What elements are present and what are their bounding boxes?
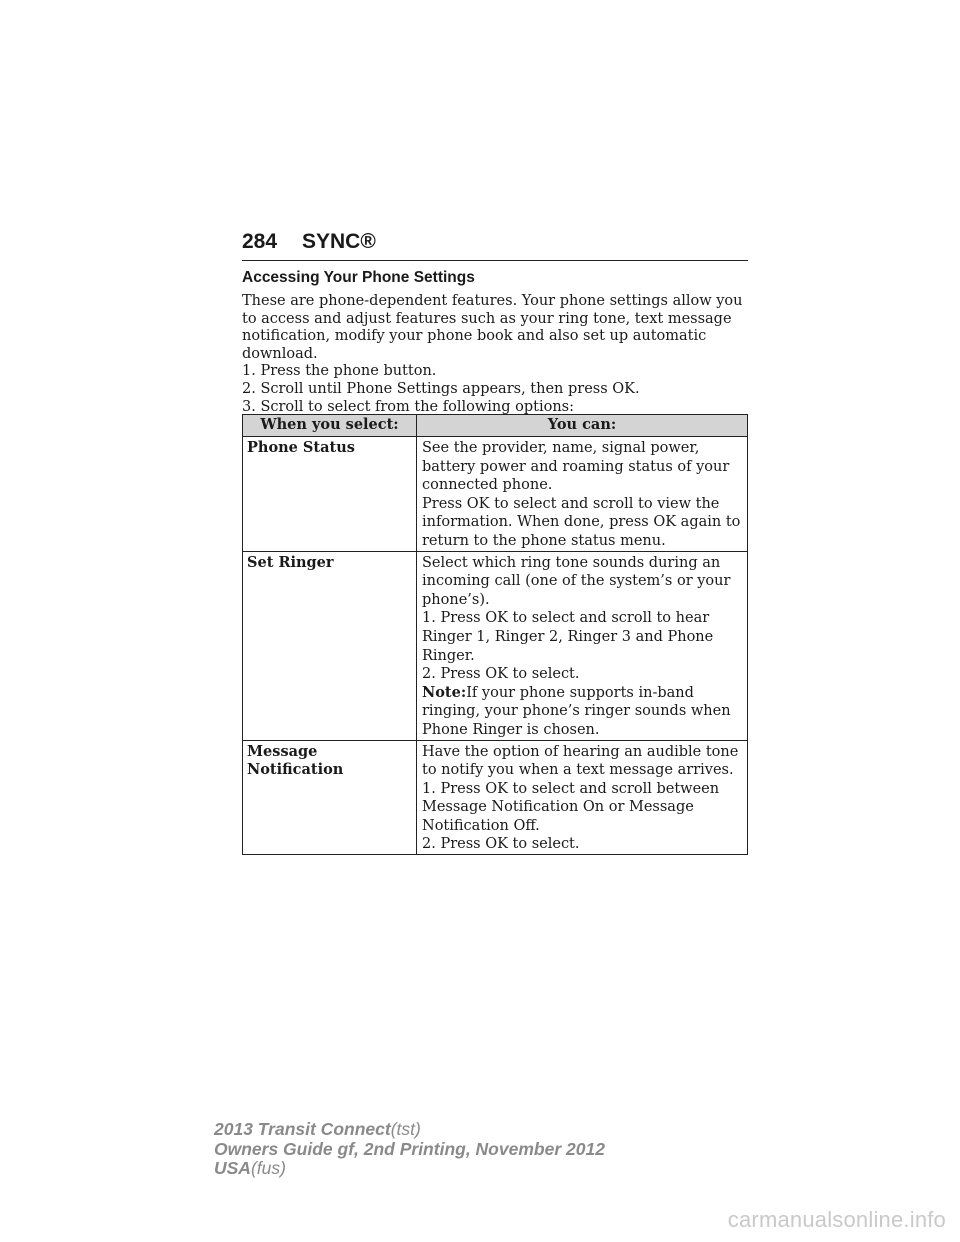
option-description — [417, 551, 748, 740]
page-number: 284 — [242, 230, 278, 253]
option-description — [417, 437, 748, 552]
description-line: Press OK to select and scroll to view the information. When done, press OK again to return to the phone status menu. — [422, 495, 741, 549]
column-header-select: When you select: — [243, 415, 417, 437]
description-line: Have the option of hearing an audible tone to notify you when a text message arrives. — [422, 743, 739, 779]
note-text: If your phone supports in-band ringing, your phone’s ringer sounds when Phone Ringer is chosen. — [422, 684, 731, 738]
section-heading: Accessing Your Phone Settings — [242, 269, 475, 286]
document-footer — [214, 1120, 605, 1179]
watermark: carmanualsonline.info — [727, 1207, 946, 1232]
footer-line-3 — [214, 1159, 605, 1179]
intro-paragraph: These are phone-dependent features. Your phone settings allow you to access and adjust features such as your ring tone, text message notification, modify your phone book and also set up automatic download. — [242, 293, 743, 362]
footer-region: USA — [214, 1158, 251, 1178]
description-line: 2. Press OK to select. — [422, 836, 580, 853]
table-row — [243, 551, 748, 740]
note-paragraph — [422, 684, 742, 740]
steps-list — [242, 363, 752, 416]
table-row — [243, 437, 748, 552]
description-line: Select which ring tone sounds during an incoming call (one of the system’s or your phone’s). — [422, 554, 731, 608]
description-line: See the provider, name, signal power, battery power and roaming status of your connected phone. — [422, 440, 730, 494]
footer-model-code: (tst) — [390, 1119, 421, 1139]
step-item: 2. Scroll until Phone Settings appears, then press OK. — [242, 380, 640, 397]
column-header-can: You can: — [417, 415, 748, 437]
footer-line-2: Owners Guide gf, 2nd Printing, November 2012 — [214, 1138, 605, 1159]
option-description — [417, 740, 748, 855]
description-line: 1. Press OK to select and scroll to hear Ringer 1, Ringer 2, Ringer 3 and Phone Ringer. — [422, 610, 714, 664]
footer-region-code: (fus) — [250, 1158, 286, 1178]
footer-model: 2013 Transit Connect — [214, 1119, 391, 1139]
options-table — [242, 414, 748, 855]
footer-line-1 — [214, 1120, 605, 1140]
table-header-row — [243, 415, 748, 437]
description-line: 2. Press OK to select. — [422, 666, 580, 683]
body-text — [242, 293, 752, 416]
description-line: 1. Press OK to select and scroll between Message Notification On or Message Notification Off. — [422, 780, 720, 834]
table-row — [243, 740, 748, 855]
page-header — [242, 228, 748, 261]
section-title: SYNC® — [302, 230, 376, 253]
option-phone-status: Phone Status — [243, 437, 417, 552]
option-set-ringer: Set Ringer — [243, 551, 417, 740]
step-item: 3. Scroll to select from the following options: — [242, 398, 574, 415]
option-message-notification: Message Notification — [243, 740, 417, 855]
note-label: Note: — [422, 683, 467, 701]
step-item: 1. Press the phone button. — [242, 363, 437, 380]
